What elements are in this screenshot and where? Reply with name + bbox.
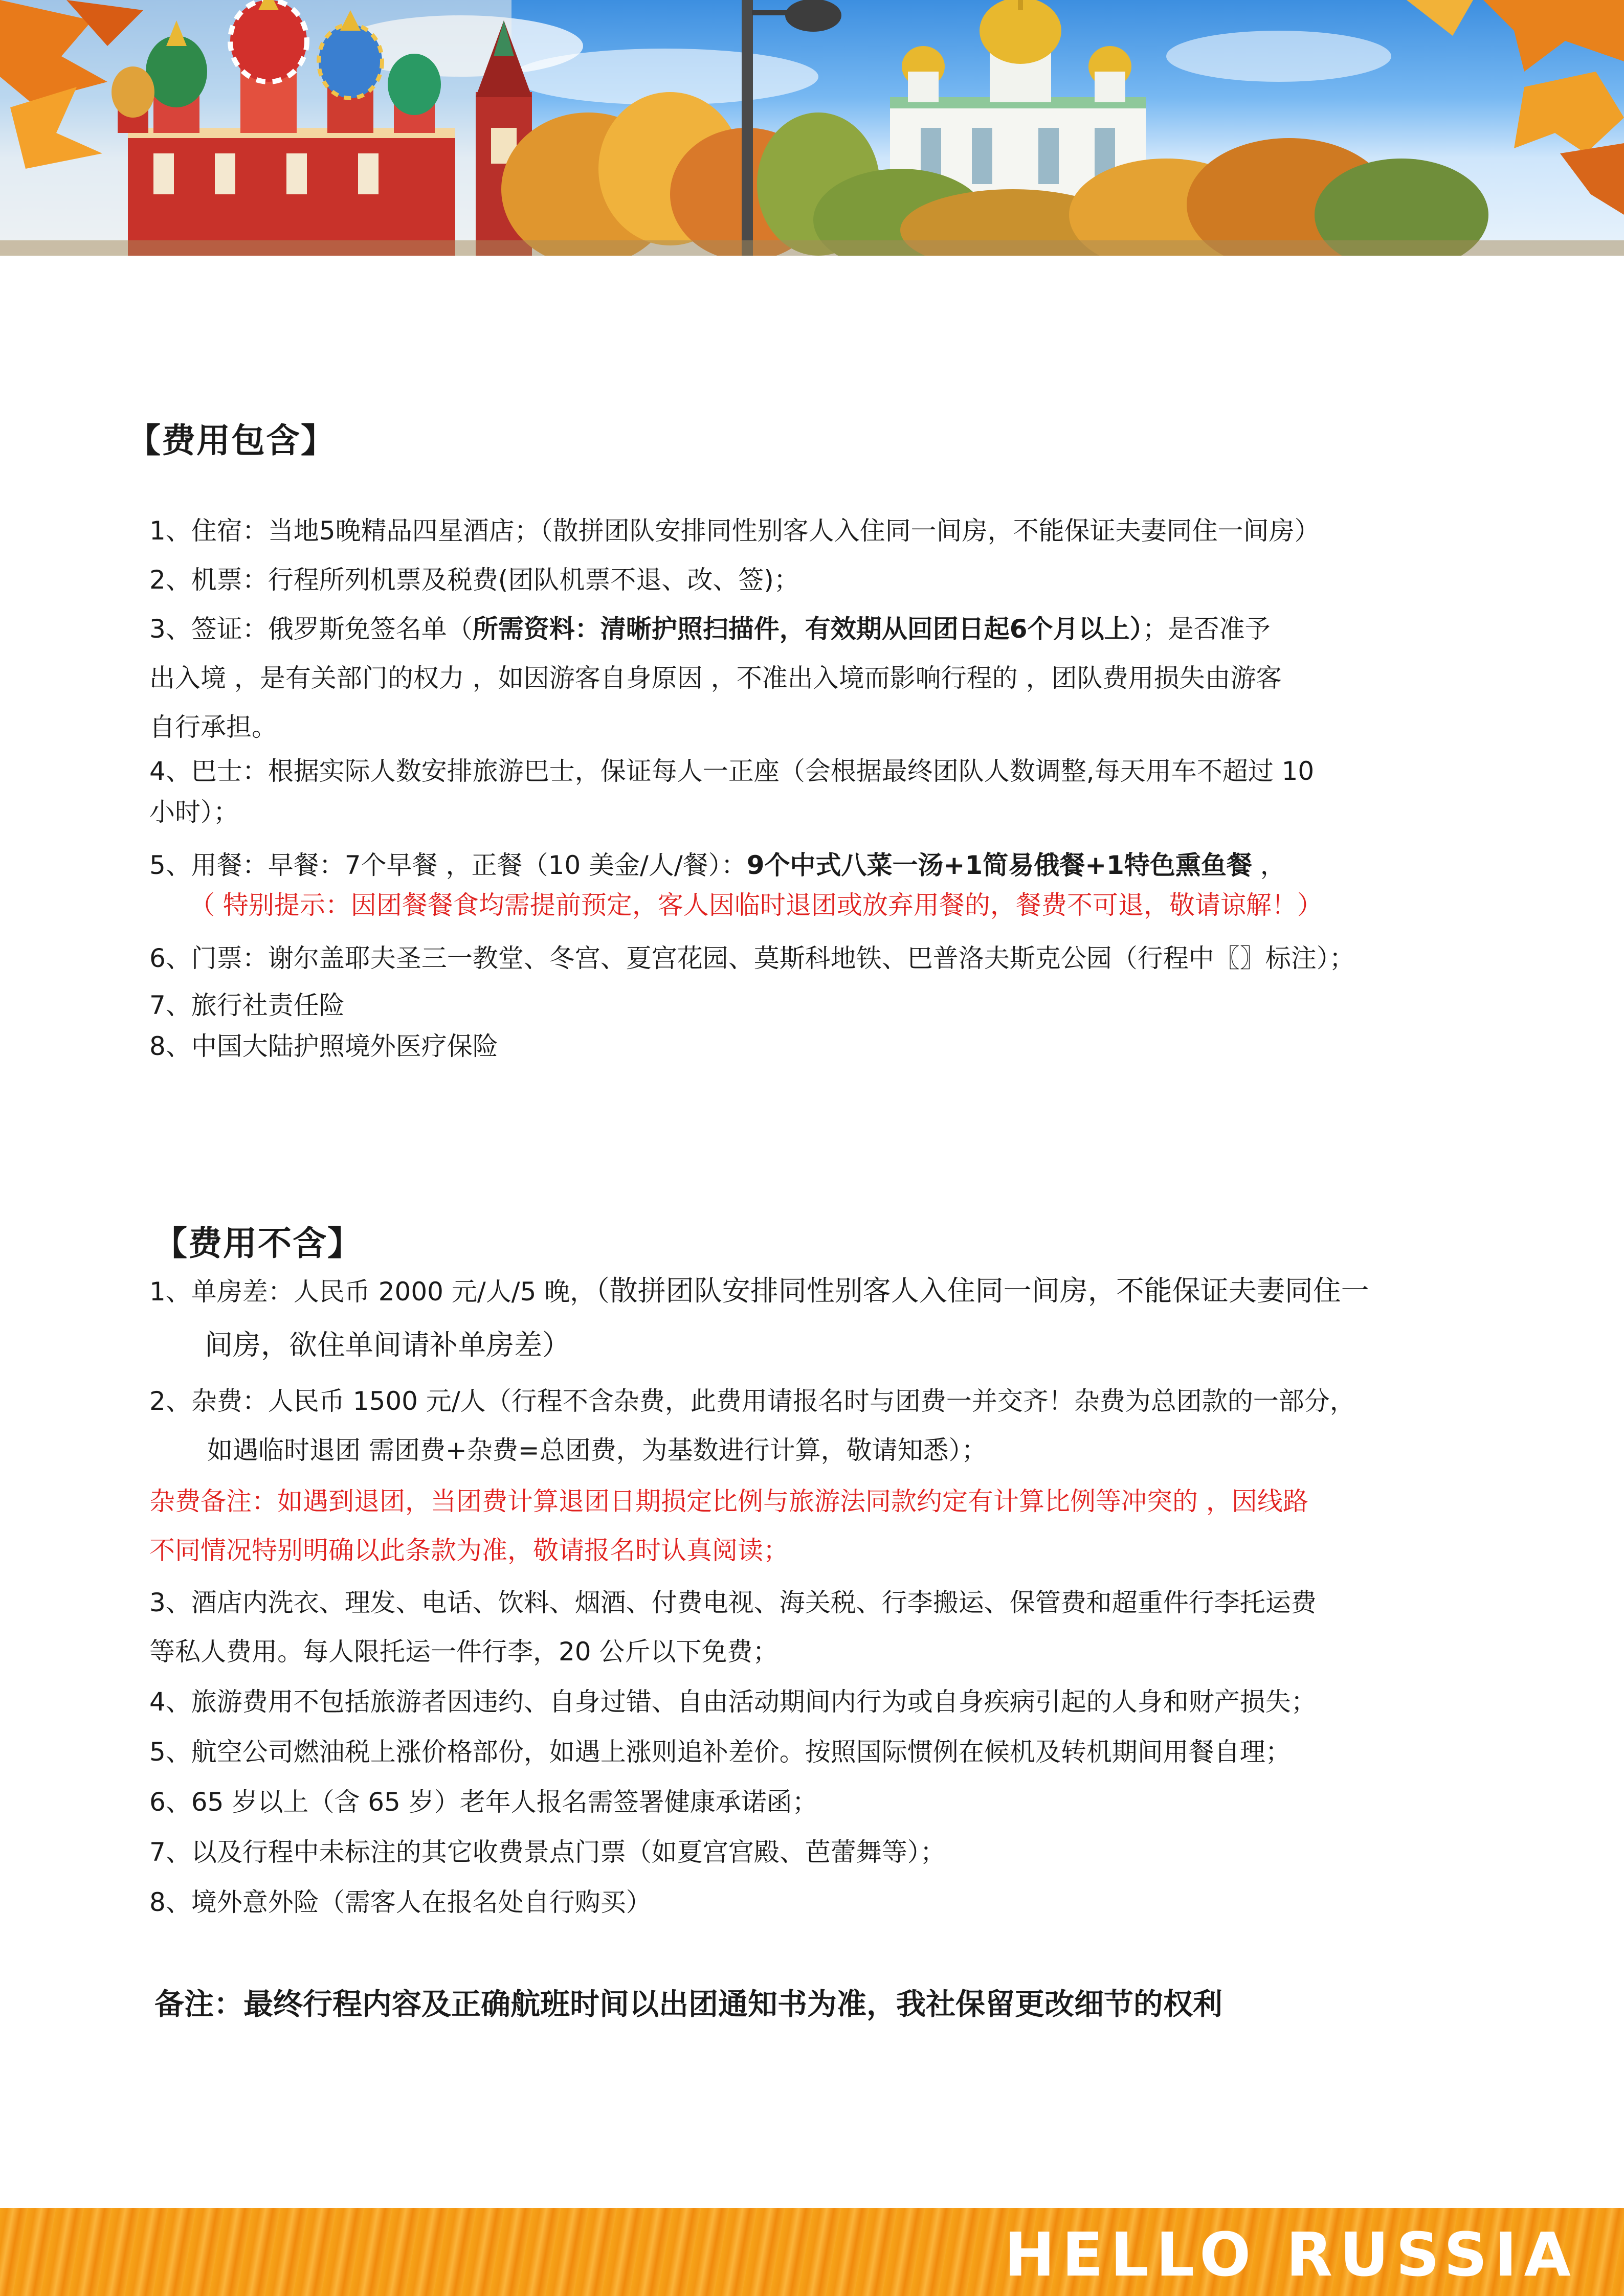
header-banner <box>0 0 1624 256</box>
included-item-7: 7、旅行社责任险 <box>149 991 345 1020</box>
included-item-1: 1、住宿：当地5晚精品四星酒店；（散拼团队安排同性别客人入住同一间房，不能保证夫妻同住一间房） <box>149 516 1320 546</box>
included-item-3-suffix: ；是否准予 <box>1142 614 1271 644</box>
section-title-excluded: 【费用不含】 <box>153 1224 362 1263</box>
included-item-3-line3: 自行承担。 <box>149 712 277 742</box>
included-item-3-line2: 出入境 ，是有关部门的权力 ，如因游客自身原因 ，不准出入境而影响行程的 ，团队费用损失由游客 <box>149 663 1282 693</box>
excluded-item-6: 6、65 岁以上（含 65 岁）老年人报名需签署健康承诺函； <box>149 1787 818 1817</box>
included-item-3-bold: 所需资料：清晰护照扫描件，有效期从回团日起6个月以上） <box>472 614 1143 644</box>
misc-fee-remark-line2: 不同情况特别明确以此条款为准，敬请报名时认真阅读； <box>149 1536 789 1565</box>
included-item-4-line2: 小时）； <box>149 797 239 827</box>
included-item-4: 4、巴士：根据实际人数安排旅游巴士，保证每人一正座（会根据最终团队人数调整,每天用车不超过 10 <box>149 756 1315 786</box>
excluded-item-1-note: （散拼团队安排同性别客人入住同一间房，不能保证夫妻同住一 <box>595 1274 1369 1307</box>
included-item-6: 6、门票：谢尔盖耶夫圣三一教堂、冬宫、夏宫花园、莫斯科地铁、巴普洛夫斯克公园（行程中〖〗标注）； <box>149 943 1355 973</box>
excluded-item-1 <box>149 1266 1369 1316</box>
excluded-item-2-line2: 如遇临时退团 需团费+杂费=总团费，为基数进行计算，敬请知悉）； <box>207 1435 987 1465</box>
included-item-5-notice: （ 特别提示：因团餐餐食均需提前预定，客人因临时退团或放弃用餐的，餐费不可退，敬请谅解！） <box>189 890 1323 920</box>
final-remark: 备注：最终行程内容及正确航班时间以出团通知书为准，我社保留更改细节的权利 <box>154 1987 1223 2021</box>
included-item-5-suffix: ， <box>1252 850 1286 880</box>
excluded-item-7: 7、以及行程中未标注的其它收费景点门票（如夏宫宫殿、芭蕾舞等）； <box>149 1837 946 1867</box>
included-item-5-bold: 9个中式八菜一汤+1简易俄餐+1特色熏鱼餐 <box>746 850 1252 880</box>
footer-brand-text: HELLO RUSSIA <box>1004 2219 1578 2290</box>
excluded-item-5: 5、航空公司燃油税上涨价格部份，如遇上涨则追补差价。按照国际惯例在候机及转机期间用餐自理； <box>149 1737 1291 1767</box>
included-item-3 <box>149 604 1271 654</box>
section-title-included: 【费用包含】 <box>127 421 336 460</box>
included-item-3-prefix: 3、签证：俄罗斯免签名单（ <box>149 614 473 644</box>
footer-bar <box>0 2208 1624 2296</box>
misc-fee-remark: 杂费备注：如遇到退团，当团费计算退团日期损定比例与旅游法同款约定有计算比例等冲突的 ，因线路 <box>149 1487 1308 1516</box>
included-item-8: 8、中国大陆护照境外医疗保险 <box>149 1031 498 1061</box>
russia-landmarks-illustration <box>0 0 1624 256</box>
included-item-2: 2、机票：行程所列机票及税费(团队机票不退、改、签)； <box>149 565 799 595</box>
excluded-item-2: 2、杂费：人民币 1500 元/人（行程不含杂费，此费用请报名时与团费一并交齐！杂费为总团款的一部分， <box>149 1386 1355 1416</box>
excluded-item-8: 8、境外意外险（需客人在报名处自行购买） <box>149 1887 652 1917</box>
excluded-item-1-line2: 间房，欲住单间请补单房差） <box>205 1329 571 1361</box>
excluded-item-3: 3、酒店内洗衣、理发、电话、饮料、烟酒、付费电视、海关税、行李搬运、保管费和超重件行李托运费 <box>149 1588 1317 1617</box>
excluded-item-4: 4、旅游费用不包括旅游者因违约、自身过错、自由活动期间内行为或自身疾病引起的人身和财产损失； <box>149 1687 1317 1717</box>
included-item-5-prefix: 5、用餐：早餐：7个早餐 ，正餐（10 美金/人/餐）： <box>149 850 747 880</box>
excluded-item-1-prefix: 1、单房差：人民币 2000 元/人/5 晚， <box>149 1277 596 1307</box>
excluded-item-3-line2: 等私人费用。每人限托运一件行李，20 公斤以下免费； <box>149 1637 778 1667</box>
